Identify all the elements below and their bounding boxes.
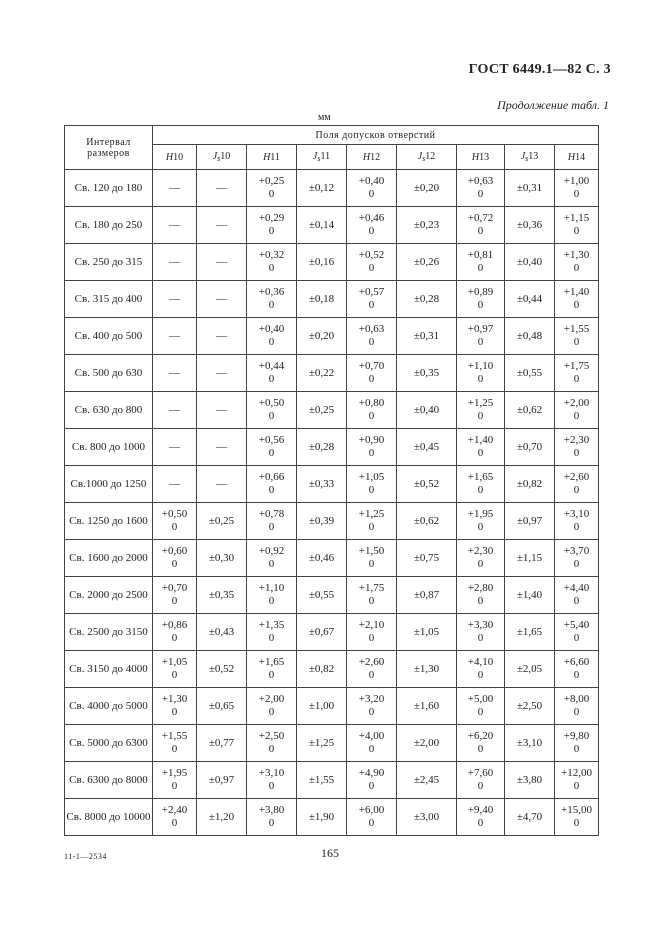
tolerance-cell: —: [197, 281, 247, 318]
tolerance-cell: +4,00 0: [347, 725, 397, 762]
tolerance-cell: ±0,97: [505, 503, 555, 540]
tolerance-cell: —: [197, 429, 247, 466]
tolerance-cell: —: [197, 207, 247, 244]
tolerance-cell: +0,90 0: [347, 429, 397, 466]
table-row: [65, 540, 599, 577]
table-row: [65, 503, 599, 540]
table-row: [65, 762, 599, 799]
unit-label: мм: [318, 112, 331, 123]
tolerance-cell: +0,50 0: [153, 503, 197, 540]
table-row: [65, 244, 599, 281]
tolerance-cell: +1,00 0: [555, 170, 599, 207]
tolerance-cell: ±0,12: [297, 170, 347, 207]
tolerance-cell: ±0,40: [505, 244, 555, 281]
table-row: [65, 577, 599, 614]
document-header: ГОСТ 6449.1—82 С. 3: [468, 62, 611, 77]
size-interval-cell: Св. 5000 до 6300: [65, 725, 153, 762]
tolerance-cell: ±2,45: [397, 762, 457, 799]
table-row: [65, 466, 599, 503]
tolerance-cell: ±3,80: [505, 762, 555, 799]
tolerance-cell: ±0,43: [197, 614, 247, 651]
tolerance-cell: —: [153, 392, 197, 429]
size-interval-cell: Св. 800 до 1000: [65, 429, 153, 466]
tolerance-cell: +1,40 0: [457, 429, 505, 466]
tolerance-cell: +4,10 0: [457, 651, 505, 688]
tolerance-cell: +6,00 0: [347, 799, 397, 836]
size-interval-cell: Св. 4000 до 5000: [65, 688, 153, 725]
tolerance-cell: ±0,33: [297, 466, 347, 503]
tolerance-cell: +1,75 0: [555, 355, 599, 392]
tolerance-cell: —: [153, 466, 197, 503]
tolerance-cell: ±0,23: [397, 207, 457, 244]
tolerance-cell: ±3,10: [505, 725, 555, 762]
tolerance-cell: +1,65 0: [457, 466, 505, 503]
tolerance-cell: +7,60 0: [457, 762, 505, 799]
tolerance-cell: +0,81 0: [457, 244, 505, 281]
interval-header: Интервал размеров: [65, 126, 153, 170]
tolerance-cell: ±0,14: [297, 207, 347, 244]
tolerance-cell: —: [153, 170, 197, 207]
tolerance-cell: ±2,05: [505, 651, 555, 688]
size-interval-cell: Св. 3150 до 4000: [65, 651, 153, 688]
tolerance-cell: ±0,18: [297, 281, 347, 318]
tolerance-cell: ±0,97: [197, 762, 247, 799]
tolerance-cell: ±0,48: [505, 318, 555, 355]
size-interval-cell: Св. 120 до 180: [65, 170, 153, 207]
tolerance-cell: ±0,46: [297, 540, 347, 577]
tolerance-cell: +3,70 0: [555, 540, 599, 577]
tolerance-cell: +0,89 0: [457, 281, 505, 318]
size-interval-cell: Св. 8000 до 10000: [65, 799, 153, 836]
table-continuation-note: Продолжение табл. 1: [497, 98, 609, 112]
tolerance-cell: +6,20 0: [457, 725, 505, 762]
tolerance-cell: +2,50 0: [247, 725, 297, 762]
tolerance-cell: +1,15 0: [555, 207, 599, 244]
size-interval-cell: Св. 2000 до 2500: [65, 577, 153, 614]
tolerance-cell: ±1,40: [505, 577, 555, 614]
tolerance-cell: +1,95 0: [457, 503, 505, 540]
tolerance-cell: ±0,28: [297, 429, 347, 466]
tolerance-cell: ±0,36: [505, 207, 555, 244]
tolerance-cell: —: [197, 318, 247, 355]
tolerance-cell: +0,63 0: [347, 318, 397, 355]
table-row: [65, 651, 599, 688]
table-row: [65, 725, 599, 762]
tolerance-cell: +1,25 0: [347, 503, 397, 540]
tolerance-cell: —: [153, 429, 197, 466]
tolerance-cell: +0,25 0: [247, 170, 297, 207]
tolerance-cell: +1,05 0: [153, 651, 197, 688]
tolerance-cell: ±0,45: [397, 429, 457, 466]
tolerance-cell: +3,10 0: [247, 762, 297, 799]
tolerance-cell: ±0,35: [397, 355, 457, 392]
tolerance-cell: ±0,55: [505, 355, 555, 392]
size-interval-cell: Св.1000 до 1250: [65, 466, 153, 503]
tolerance-cell: ±0,31: [505, 170, 555, 207]
size-interval-cell: Св. 500 до 630: [65, 355, 153, 392]
tolerance-cell: +8,00 0: [555, 688, 599, 725]
size-interval-cell: Св. 180 до 250: [65, 207, 153, 244]
table-row: [65, 799, 599, 836]
size-interval-cell: Св. 250 до 315: [65, 244, 153, 281]
tolerance-cell: +1,30 0: [555, 244, 599, 281]
tolerance-cell: ±0,20: [397, 170, 457, 207]
tolerance-cell: ±0,44: [505, 281, 555, 318]
table-body: [65, 170, 599, 836]
tolerance-cell: +0,97 0: [457, 318, 505, 355]
column-header: H13: [457, 145, 505, 170]
tolerance-cell: —: [197, 355, 247, 392]
tolerance-cell: ±4,70: [505, 799, 555, 836]
table-row: [65, 429, 599, 466]
tolerance-cell: +9,40 0: [457, 799, 505, 836]
tolerance-cell: +2,00 0: [247, 688, 297, 725]
tolerance-cell: ±1,00: [297, 688, 347, 725]
tolerance-cell: —: [197, 392, 247, 429]
tolerance-cell: ±0,28: [397, 281, 457, 318]
column-header: H14: [555, 145, 599, 170]
tolerance-cell: +0,86 0: [153, 614, 197, 651]
tolerance-cell: +15,00 0: [555, 799, 599, 836]
tolerance-cell: ±0,82: [505, 466, 555, 503]
table-row: [65, 688, 599, 725]
tolerance-cell: +0,57 0: [347, 281, 397, 318]
tolerance-cell: +0,52 0: [347, 244, 397, 281]
tolerance-cell: —: [197, 170, 247, 207]
tolerance-cell: ±0,30: [197, 540, 247, 577]
tolerance-cell: +2,30 0: [457, 540, 505, 577]
group-header: Поля допусков отверстий: [153, 126, 599, 145]
tolerance-cell: +1,35 0: [247, 614, 297, 651]
tolerance-cell: +0,63 0: [457, 170, 505, 207]
tolerance-cell: +2,30 0: [555, 429, 599, 466]
tolerance-cell: +0,60 0: [153, 540, 197, 577]
column-header: $J_s10$: [197, 145, 247, 170]
tolerance-cell: +4,90 0: [347, 762, 397, 799]
tolerance-cell: +0,70 0: [153, 577, 197, 614]
table-row: [65, 392, 599, 429]
tolerance-cell: +4,40 0: [555, 577, 599, 614]
tolerance-cell: ±1,25: [297, 725, 347, 762]
tolerance-cell: ±0,25: [297, 392, 347, 429]
column-header: $J_s12$: [397, 145, 457, 170]
tolerance-cell: ±0,35: [197, 577, 247, 614]
tolerance-cell: +0,72 0: [457, 207, 505, 244]
tolerance-cell: ±1,15: [505, 540, 555, 577]
tolerance-cell: ±0,55: [297, 577, 347, 614]
table-row: [65, 170, 599, 207]
tolerance-cell: +9,80 0: [555, 725, 599, 762]
tolerance-cell: +1,10 0: [247, 577, 297, 614]
tolerance-cell: +0,50 0: [247, 392, 297, 429]
tolerance-cell: +0,29 0: [247, 207, 297, 244]
size-interval-cell: Св. 315 до 400: [65, 281, 153, 318]
tolerance-cell: +0,40 0: [347, 170, 397, 207]
size-interval-cell: Св. 6300 до 8000: [65, 762, 153, 799]
tolerance-cell: ±0,70: [505, 429, 555, 466]
tolerance-cell: ±0,82: [297, 651, 347, 688]
tolerance-cell: +0,36 0: [247, 281, 297, 318]
tolerance-cell: +0,80 0: [347, 392, 397, 429]
tolerance-cell: ±0,62: [397, 503, 457, 540]
tolerance-cell: +3,30 0: [457, 614, 505, 651]
tolerance-cell: +1,55 0: [153, 725, 197, 762]
tolerance-cell: +3,20 0: [347, 688, 397, 725]
tolerance-cell: —: [153, 318, 197, 355]
size-interval-cell: Св. 630 до 800: [65, 392, 153, 429]
column-header: $J_s11$: [297, 145, 347, 170]
tolerance-cell: +0,78 0: [247, 503, 297, 540]
column-header: H12: [347, 145, 397, 170]
tolerance-cell: ±0,25: [197, 503, 247, 540]
tolerance-cell: ±0,20: [297, 318, 347, 355]
tolerance-cell: ±1,55: [297, 762, 347, 799]
tolerance-cell: ±1,05: [397, 614, 457, 651]
page-number: 165: [321, 846, 339, 860]
tolerance-cell: +1,25 0: [457, 392, 505, 429]
tolerance-cell: ±1,20: [197, 799, 247, 836]
size-interval-cell: Св. 400 до 500: [65, 318, 153, 355]
tolerance-cell: ±0,77: [197, 725, 247, 762]
column-header: $J_s13$: [505, 145, 555, 170]
tolerance-cell: +2,00 0: [555, 392, 599, 429]
tolerance-cell: —: [153, 207, 197, 244]
tolerance-cell: +3,80 0: [247, 799, 297, 836]
tolerance-cell: +12,00 0: [555, 762, 599, 799]
table-row: [65, 355, 599, 392]
tolerance-cell: +0,46 0: [347, 207, 397, 244]
tolerance-cell: ±1,30: [397, 651, 457, 688]
tolerance-cell: +0,40 0: [247, 318, 297, 355]
tolerance-cell: ±0,39: [297, 503, 347, 540]
tolerance-cell: +6,60 0: [555, 651, 599, 688]
tolerance-cell: ±1,60: [397, 688, 457, 725]
tolerance-cell: ±0,31: [397, 318, 457, 355]
tolerance-cell: +1,95 0: [153, 762, 197, 799]
tolerance-cell: +1,75 0: [347, 577, 397, 614]
tolerance-cell: ±1,65: [505, 614, 555, 651]
tolerance-cell: +2,60 0: [347, 651, 397, 688]
tolerance-cell: +0,32 0: [247, 244, 297, 281]
footer-code: 11-1—2534: [64, 852, 107, 861]
tolerance-cell: +2,10 0: [347, 614, 397, 651]
table-row: [65, 318, 599, 355]
tolerance-cell: —: [153, 244, 197, 281]
tolerance-table: [64, 125, 599, 836]
table-row: [65, 281, 599, 318]
tolerance-cell: +1,05 0: [347, 466, 397, 503]
tolerance-cell: —: [197, 244, 247, 281]
tolerance-cell: ±0,40: [397, 392, 457, 429]
tolerance-cell: ±0,62: [505, 392, 555, 429]
size-interval-cell: Св. 2500 до 3150: [65, 614, 153, 651]
tolerance-cell: +0,44 0: [247, 355, 297, 392]
tolerance-cell: +1,65 0: [247, 651, 297, 688]
tolerance-cell: ±0,65: [197, 688, 247, 725]
tolerance-cell: ±0,67: [297, 614, 347, 651]
tolerance-cell: ±0,26: [397, 244, 457, 281]
table-row: [65, 207, 599, 244]
tolerance-cell: ±1,90: [297, 799, 347, 836]
tolerance-cell: —: [197, 466, 247, 503]
tolerance-cell: ±0,16: [297, 244, 347, 281]
tolerance-cell: +2,80 0: [457, 577, 505, 614]
tolerance-cell: +1,30 0: [153, 688, 197, 725]
tolerance-cell: +1,50 0: [347, 540, 397, 577]
tolerance-cell: +0,66 0: [247, 466, 297, 503]
size-interval-cell: Св. 1250 до 1600: [65, 503, 153, 540]
tolerance-cell: +0,56 0: [247, 429, 297, 466]
tolerance-cell: +0,92 0: [247, 540, 297, 577]
tolerance-cell: ±2,50: [505, 688, 555, 725]
tolerance-cell: —: [153, 355, 197, 392]
tolerance-cell: ±0,22: [297, 355, 347, 392]
tolerance-cell: ±0,52: [197, 651, 247, 688]
tolerance-cell: +5,40 0: [555, 614, 599, 651]
tolerance-cell: +2,60 0: [555, 466, 599, 503]
tolerance-cell: ±0,87: [397, 577, 457, 614]
table-row: [65, 614, 599, 651]
tolerance-cell: ±0,52: [397, 466, 457, 503]
column-header: H10: [153, 145, 197, 170]
tolerance-cell: +1,10 0: [457, 355, 505, 392]
tolerance-cell: +1,40 0: [555, 281, 599, 318]
tolerance-cell: ±3,00: [397, 799, 457, 836]
tolerance-cell: ±2,00: [397, 725, 457, 762]
tolerance-cell: +0,70 0: [347, 355, 397, 392]
tolerance-cell: +1,55 0: [555, 318, 599, 355]
tolerance-cell: ±0,75: [397, 540, 457, 577]
tolerance-cell: +3,10 0: [555, 503, 599, 540]
column-header: H11: [247, 145, 297, 170]
tolerance-cell: —: [153, 281, 197, 318]
size-interval-cell: Св. 1600 до 2000: [65, 540, 153, 577]
tolerance-cell: +5,00 0: [457, 688, 505, 725]
tolerance-cell: +2,40 0: [153, 799, 197, 836]
